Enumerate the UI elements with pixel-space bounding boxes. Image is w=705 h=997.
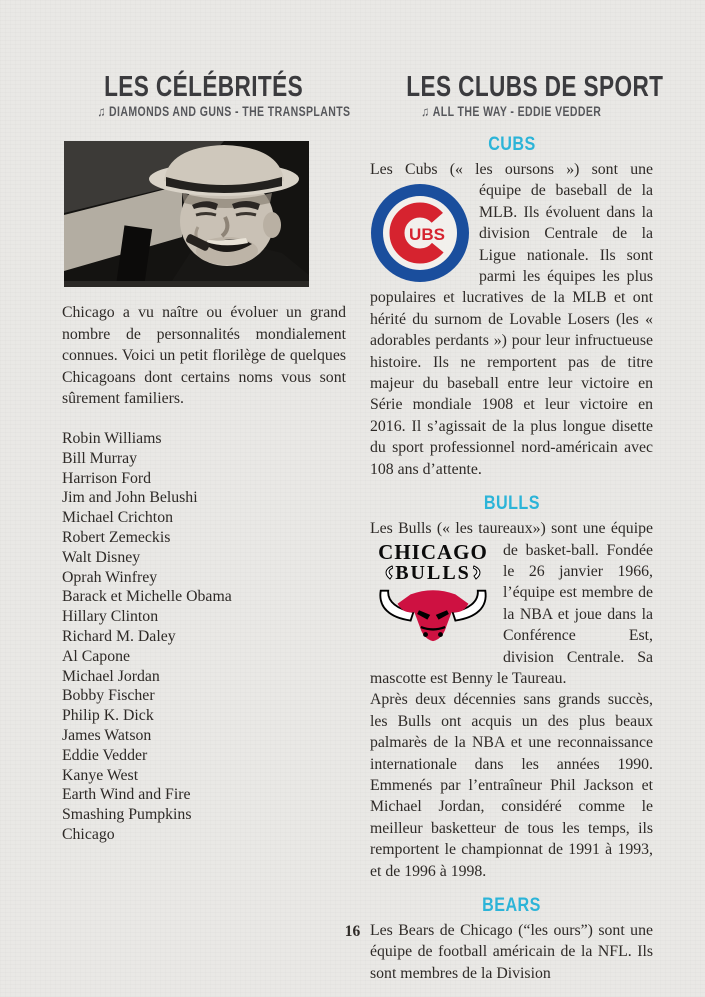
list-item: Bill Murray [62, 449, 138, 467]
cubs-text: équipe de baseball de la MLB. Ils évoluent dans la division Centrale de la Ligue nationale. Ils sont parmi les équipes les plus populaires et lucratives de la MLB et ont hérité du surnom de Lovable Losers (les « adorables perdants ») pour leur infructueuse histoire. Ils ne remportent pas de titre majeur du baseball entre leur victoire en Série mondiale 1908 et leur victoire en 2016. Il s’agissait de la plus longue disette du sport professionnel nord-américain avec 108 ans d’attente. [370, 182, 653, 478]
bull-horn-left-icon [383, 565, 393, 580]
bulls-paragraph [370, 540, 653, 690]
bears-section-heading-row [370, 895, 653, 917]
list-item: Chicago [62, 825, 115, 843]
cubs-section-heading-row [370, 134, 653, 156]
cubs-paragraph [370, 180, 653, 480]
bull-head-icon [377, 583, 489, 645]
sports-header [370, 71, 664, 121]
al-capone-photo [64, 141, 309, 287]
sports-title: LES CLUBS DE SPORT [406, 71, 664, 103]
celebrities-column [62, 71, 351, 997]
list-item: Richard M. Daley [62, 627, 176, 645]
list-item: Barack et Michelle Obama [62, 588, 232, 606]
list-item: Smashing Pumpkins [62, 806, 192, 824]
list-item: Earth Wind and Fire [62, 786, 191, 804]
bulls-section-heading-row [370, 493, 653, 515]
list-item: Michael Jordan [62, 667, 160, 685]
bull-horn-right-icon [473, 565, 483, 580]
celebrities-intro: Chicago a vu naître ou évoluer un grand nombre de personnalités mondialement connues. Voici un petit florilège de quelques Chicagoans dont certains noms vous sont sûrement familiers. [62, 304, 346, 408]
bulls-logo-bulls: BULLS [395, 561, 471, 584]
celebrities-header [62, 71, 351, 121]
cubs-heading: CUBS [487, 134, 536, 155]
music-note-icon: ♫ [421, 104, 430, 119]
list-item: Kanye West [62, 766, 139, 784]
list-item: Hillary Clinton [62, 608, 159, 626]
celebrities-song: DIAMONDS AND GUNS - THE TRANSPLANTS [109, 104, 351, 119]
list-item: Walt Disney [62, 548, 141, 566]
list-item: Philip K. Dick [62, 707, 154, 725]
bulls-text-line1: Les Bulls (« les taureaux») sont une équipe [370, 520, 653, 538]
sports-column [370, 71, 664, 997]
bulls-logo-chicago: CHICAGO [378, 539, 488, 564]
list-item: Jim and John Belushi [62, 489, 198, 507]
bulls-paragraph-2: Après deux décennies sans grands succès, les Bulls ont acquis un des plus beaux palmarès de la NBA et une reconnaissance internationale dans les années 1990. Emmenés par l’entraîneur Phil Jackson et Michael Jordan, considéré comme le meilleur basketteur de tous les temps, ils remportent le championnat de 1991 à 1993, et de 1996 à 1998. [370, 691, 653, 880]
cubs-logo-text: UBS [409, 225, 445, 245]
cubs-logo [370, 183, 470, 283]
bulls-text: de basket-ball. Fondée le 26 janvier 1966, l’équipe est membre de la NBA et joue dans la Conférence Est, division Centrale. Sa mascotte est Benny le Taureau. [370, 541, 653, 687]
list-item: Bobby Fischer [62, 687, 155, 705]
bears-paragraph: Les Bears de Chicago (“les ours”) sont une équipe de football américain de la NFL. Ils sont membres de la Division [370, 922, 653, 982]
bears-heading: BEARS [482, 895, 541, 916]
celebrities-name-list [62, 429, 346, 845]
list-item: Eddie Vedder [62, 746, 148, 764]
list-item: Robin Williams [62, 429, 162, 447]
bulls-logo [370, 539, 496, 651]
list-item: Robert Zemeckis [62, 528, 171, 546]
music-note-icon: ♫ [97, 104, 106, 119]
list-item: Harrison Ford [62, 469, 152, 487]
sports-song: ALL THE WAY - EDDIE VEDDER [432, 104, 602, 119]
cubs-text-line1: Les Cubs (« les oursons ») sont une [370, 161, 653, 178]
list-item: Oprah Winfrey [62, 568, 158, 586]
celebrities-song-line [62, 103, 351, 121]
bulls-heading: BULLS [483, 493, 540, 515]
sports-song-line [370, 103, 653, 121]
celebrities-title: LES CÉLÉBRITÉS [104, 71, 304, 103]
list-item: Michael Crichton [62, 509, 173, 527]
list-item: Al Capone [62, 647, 131, 665]
list-item: James Watson [62, 726, 152, 744]
page-number: 16 [344, 923, 361, 940]
